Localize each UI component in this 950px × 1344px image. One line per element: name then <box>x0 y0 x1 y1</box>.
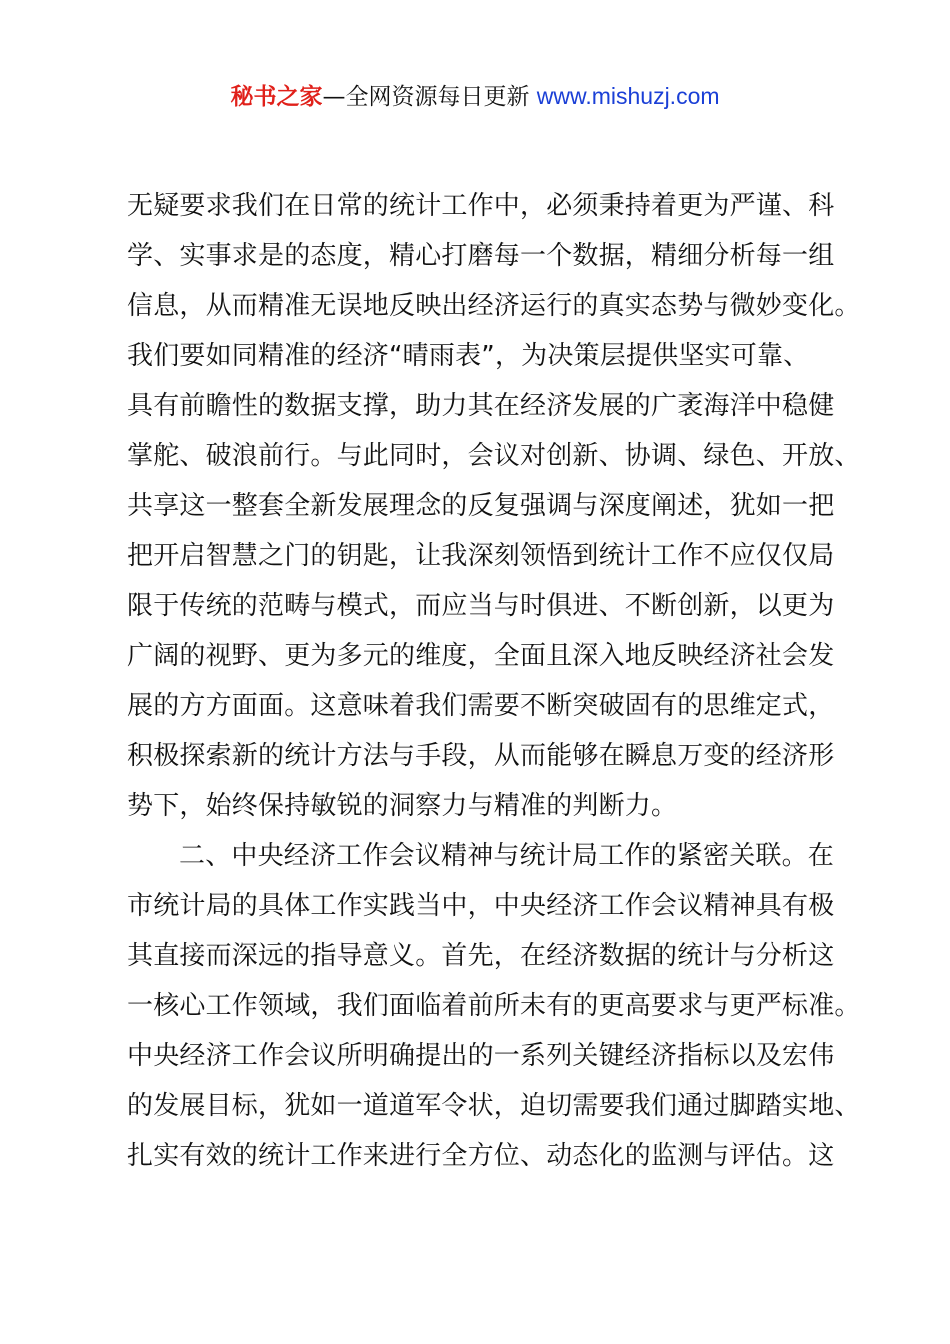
text-line: 展的方方面面。这意味着我们需要不断突破固有的思维定式， <box>127 691 835 721</box>
website-url[interactable]: www.mishuzj.com <box>536 83 720 109</box>
text-line: 无疑要求我们在日常的统计工作中，必须秉持着更为严谨、科 <box>127 191 835 221</box>
brand-name: 秘书之家 <box>230 84 323 110</box>
text-line: 学、实事求是的态度，精心打磨每一个数据，精细分析每一组 <box>127 241 835 271</box>
page-header <box>0 79 950 114</box>
text-line: 势下，始终保持敏锐的洞察力与精准的判断力。 <box>127 791 678 821</box>
text-line: 信息，从而精准无误地反映出经济运行的真实态势与微妙变化。 <box>127 291 861 321</box>
text-line: 市统计局的具体工作实践当中，中央经济工作会议精神具有极 <box>127 891 835 921</box>
text-line: 其直接而深远的指导意义。首先，在经济数据的统计与分析这 <box>127 941 835 971</box>
text-line: 的发展目标，犹如一道道军令状，迫切需要我们通过脚踏实地、 <box>127 1091 861 1121</box>
header-tagline: —全网资源每日更新 <box>322 84 530 110</box>
text-line: 积极探索新的统计方法与手段，从而能够在瞬息万变的经济形 <box>127 741 835 771</box>
document-body <box>127 181 861 1181</box>
text-line: 我们要如同精准的经济“晴雨表”，为决策层提供坚实可靠、 <box>127 341 810 371</box>
section-heading-line: 二、中央经济工作会议精神与统计局工作的紧密关联。在 <box>179 841 835 871</box>
text-line: 把开启智慧之门的钥匙，让我深刻领悟到统计工作不应仅仅局 <box>127 541 835 571</box>
text-line: 中央经济工作会议所明确提出的一系列关键经济指标以及宏伟 <box>127 1041 835 1071</box>
text-line: 扎实有效的统计工作来进行全方位、动态化的监测与评估。这 <box>127 1141 835 1171</box>
text-line: 掌舵、破浪前行。与此同时，会议对创新、协调、绿色、开放、 <box>127 441 861 471</box>
text-line: 共享这一整套全新发展理念的反复强调与深度阐述，犹如一把 <box>127 491 835 521</box>
text-line: 限于传统的范畴与模式，而应当与时俱进、不断创新，以更为 <box>127 591 835 621</box>
text-line: 广阔的视野、更为多元的维度，全面且深入地反映经济社会发 <box>127 641 835 671</box>
text-line: 一核心工作领域，我们面临着前所未有的更高要求与更严标准。 <box>127 991 861 1021</box>
text-line: 具有前瞻性的数据支撑，助力其在经济发展的广袤海洋中稳健 <box>127 391 835 421</box>
